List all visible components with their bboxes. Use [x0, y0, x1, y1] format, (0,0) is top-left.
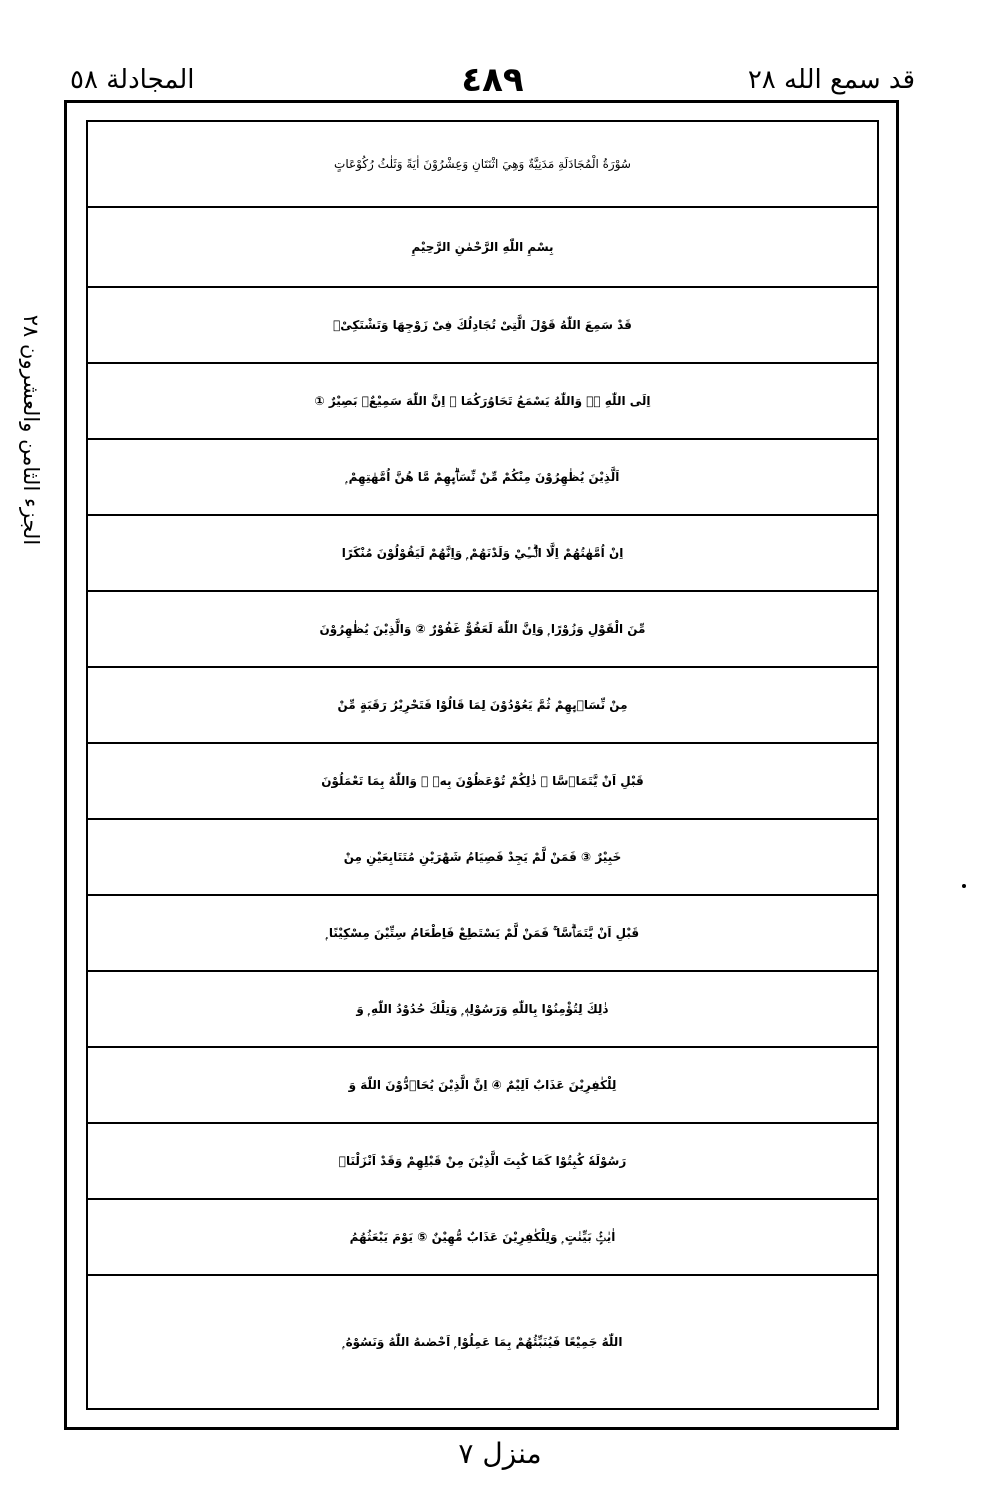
verse-line: رَسُوْلَهٗ كُبِتُوْا كَمَا كُبِتَ الَّذِيْنَ مِنْ قَبْلِهِمْ وَقَدْ اَنْزَلْنَاۗ [88, 1124, 877, 1200]
side-juz-note-text: الجزء الثامن والعشرون ٢٨ [19, 314, 43, 546]
verse-line: اٰيٰتٍۢ بَيِّنٰتٍ ۭ وَلِلْكٰفِرِيْنَ عَذَابٌ مُّهِيْنٌ ⑤ يَوْمَ يَبْعَثُهُمُ [88, 1200, 877, 1276]
verse-line: اللّٰهُ جَمِيْعًا فَيُنَبِّئُهُمْ بِمَا عَمِلُوْا ۭ اَحْصٰىهُ اللّٰهُ وَنَسُوْهُ ۭ [342, 1334, 623, 1349]
surah-name-header: المجادلة ٥٨ [70, 65, 195, 95]
verse-line: اِلَى اللّٰهِ ۖۗ وَاللّٰهُ يَسْمَعُ تَحَاوُرَكُمَا ۭ اِنَّ اللّٰهَ سَمِيْعٌۢ بَصِيْرٌ ① [88, 364, 877, 440]
verse-line: قَدْ سَمِعَ اللّٰهُ قَوْلَ الَّتِیْ تُجَادِلُكَ فِیْ زَوْجِهَا وَتَشْتَكِیْۤ [88, 288, 877, 364]
verse-line: قَبْلِ اَنْ يَّتَمَاۗسَّا ۚ فَمَنْ لَّمْ يَسْتَطِعْ فَاِطْعَامُ سِتِّيْنَ مِسْكِيْنًا ۭ [88, 896, 877, 972]
side-juz-note [14, 110, 48, 750]
verse-line: اَلَّذِيْنَ يُظٰهِرُوْنَ مِنْكُمْ مِّنْ نِّسَاۗىِٕهِمْ مَّا هُنَّ اُمَّهٰتِهِمْ ۭ [88, 440, 877, 516]
bismillah: بِسْمِ اللّٰهِ الرَّحْمٰنِ الرَّحِيْمِ [88, 208, 877, 288]
verse-line: مِّنَ الْقَوْلِ وَزُوْرًا ۭ وَاِنَّ اللّٰهَ لَعَفُوٌّ غَفُوْرٌ ② وَالَّذِيْنَ يُظٰهِرُوْنَ [88, 592, 877, 668]
speck-mark [962, 884, 966, 888]
manzil-footer: منزل ٧ [458, 1437, 542, 1470]
surah-title: سُوْرَةُ الْمُجَادَلَةِ مَدَنِيَّةٌ وَهِيَ اثْنَتَانِ وَعِشْرُوْنَ اٰيَةً وَثَلٰثُ رُكُوْعَاتٍ [88, 122, 877, 208]
verse-line: قَبْلِ اَنْ يَّتَمَاۗسَّا ۭ ذٰلِكُمْ تُوْعَظُوْنَ بِهٖ ۭ وَاللّٰهُ بِمَا تَعْمَلُوْنَ [88, 744, 877, 820]
verse-line: مِنْ نِّسَاۗىِٕهِمْ ثُمَّ يَعُوْدُوْنَ لِمَا قَالُوْا فَتَحْرِيْرُ رَقَبَةٍ مِّنْ [88, 668, 877, 744]
juz-name-header: قد سمع الله ٢٨ [747, 65, 915, 95]
page-number: ٤٨٩ [461, 60, 524, 100]
verse-line: ذٰلِكَ لِتُؤْمِنُوْا بِاللّٰهِ وَرَسُوْلِهٖ ۭ وَتِلْكَ حُدُوْدُ اللّٰهِ ۭ وَ [88, 972, 877, 1048]
verse-line: خَبِيْرٌ ③ فَمَنْ لَّمْ يَجِدْ فَصِيَامُ شَهْرَيْنِ مُتَتَابِعَيْنِ مِنْ [88, 820, 877, 896]
page-header [70, 62, 915, 98]
verse-line: اِنْ اُمَّهٰتُهُمْ اِلَّا الّٰۗــِٔيْ وَلَدْنَهُمْ ۭ وَاِنَّهُمْ لَيَقُوْلُوْنَ مُنْكَرًا [88, 516, 877, 592]
verse-line: لِلْكٰفِرِيْنَ عَذَابٌ اَلِيْمٌ ④ اِنَّ الَّذِيْنَ يُحَاۗدُّوْنَ اللّٰهَ وَ [88, 1048, 877, 1124]
